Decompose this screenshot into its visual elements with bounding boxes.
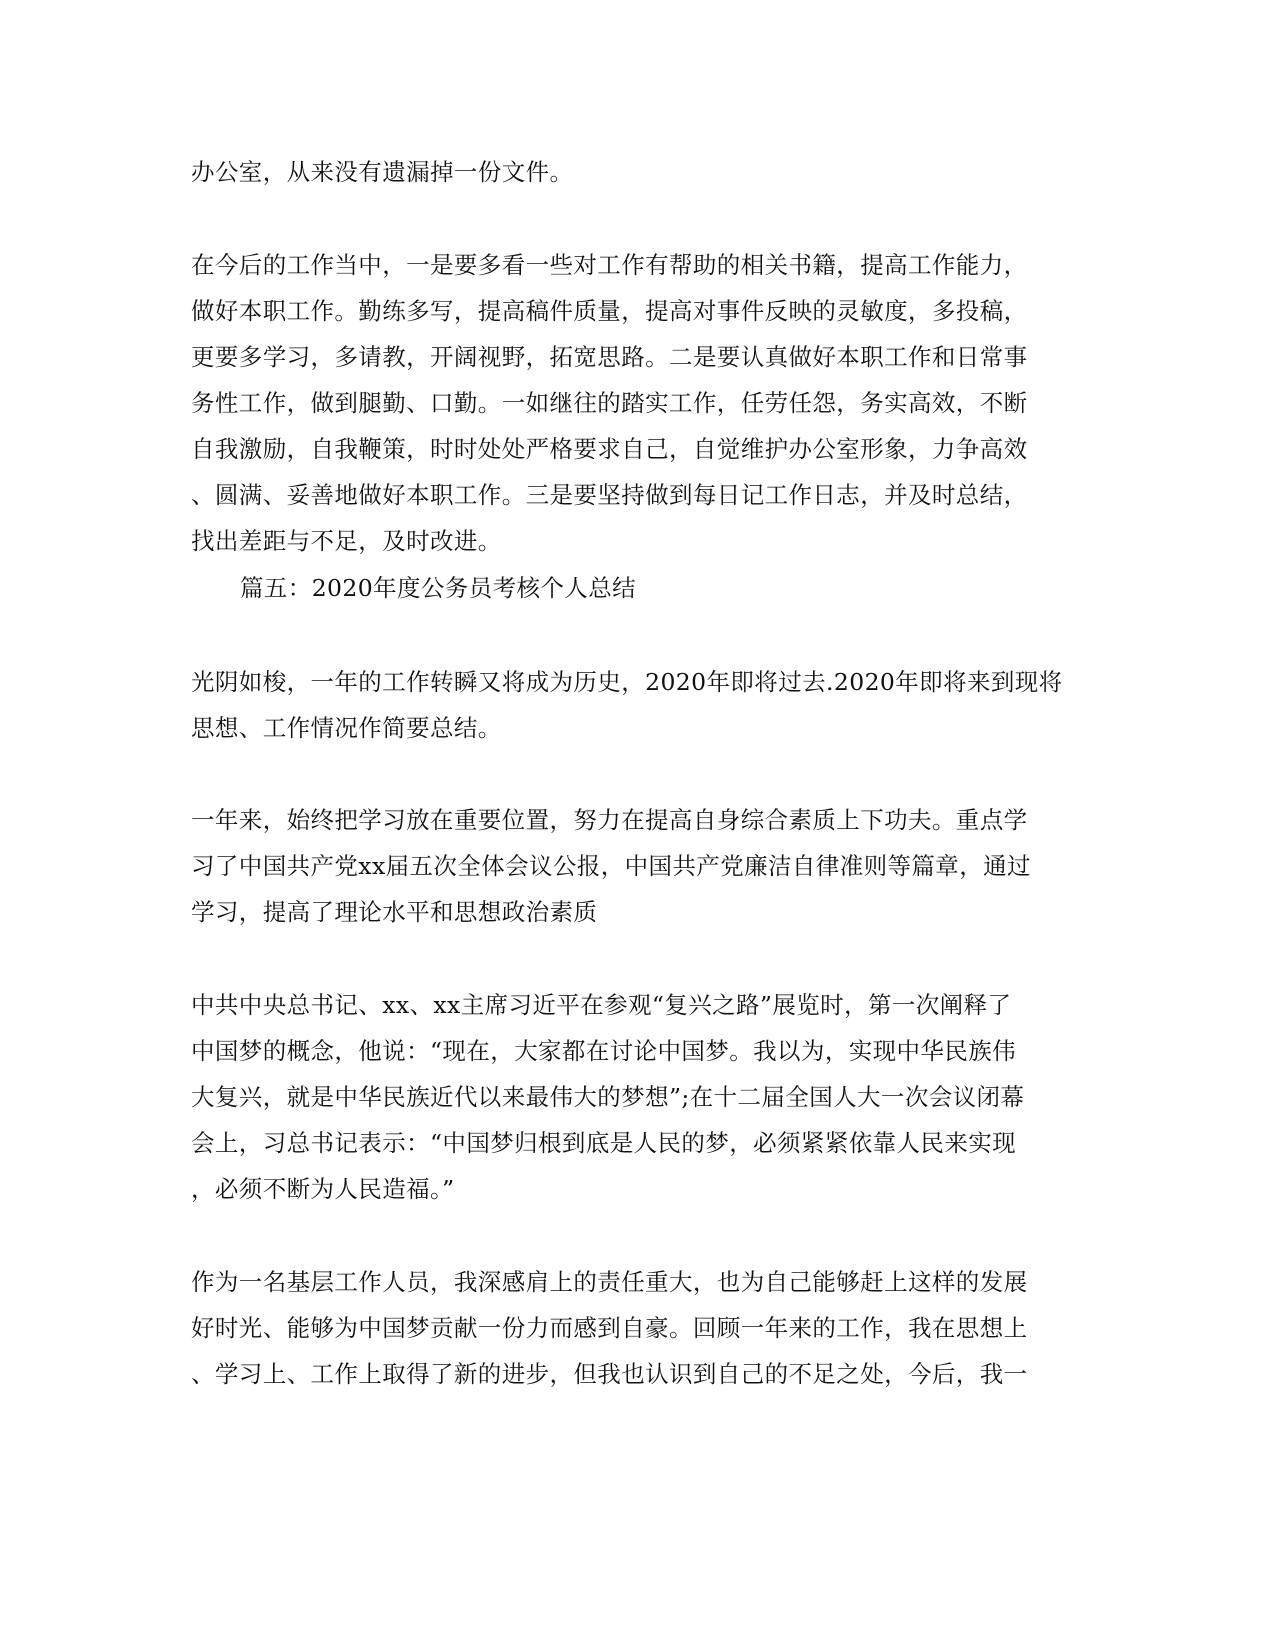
text-line: 更要多学习，多请教，开阔视野，拓宽思路。二是要认真做好本职工作和日常事 [191, 343, 1028, 371]
text-line: 在今后的工作当中，一是要多看一些对工作有帮助的相关书籍，提高工作能力， [191, 251, 1028, 279]
text-line: 一年来，始终把学习放在重要位置，努力在提高自身综合素质上下功夫。重点学 [191, 806, 1028, 834]
text-line: 办公室，从来没有遗漏掉一份文件。 [191, 158, 574, 186]
section-heading: 篇五：2020年度公务员考核个人总结 [240, 574, 637, 602]
text-line: 思想、工作情况作简要总结。 [191, 714, 502, 742]
text-line: 中国梦的概念，他说：“现在，大家都在讨论中国梦。我以为，实现中华民族伟 [191, 1037, 1017, 1065]
text-line: 光阴如梭，一年的工作转瞬又将成为历史，2020年即将过去.2020年即将来到现将 [191, 668, 1063, 696]
text-line: 大复兴，就是中华民族近代以来最伟大的梦想”;在十二届全国人大一次会议闭幕 [191, 1083, 1025, 1111]
text-line: 务性工作，做到腿勤、口勤。一如继往的踏实工作，任劳任怨，务实高效，不断 [191, 389, 1028, 417]
text-line: 、学习上、工作上取得了新的进步，但我也认识到自己的不足之处，今后，我一 [191, 1360, 1028, 1388]
text-line: 学习，提高了理论水平和思想政治素质 [191, 898, 598, 926]
text-line: 作为一名基层工作人员，我深感肩上的责任重大，也为自己能够赶上这样的发展 [191, 1268, 1028, 1296]
text-line: ，必须不断为人民造福。” [191, 1175, 455, 1203]
text-line: 找出差距与不足，及时改进。 [191, 527, 502, 555]
text-line: 中共中央总书记、xx、xx主席习近平在参观“复兴之路”展览时，第一次阐释了 [191, 991, 1012, 1019]
text-line: 会上，习总书记表示：“中国梦归根到底是人民的梦，必须紧紧依靠人民来实现 [191, 1129, 1017, 1157]
text-line: 做好本职工作。勤练多写，提高稿件质量，提高对事件反映的灵敏度，多投稿， [191, 297, 1028, 325]
text-line: 习了中国共产党xx届五次全体会议公报，中国共产党廉洁自律准则等篇章，通过 [191, 852, 1031, 880]
text-line: 自我激励，自我鞭策，时时处处严格要求自己，自觉维护办公室形象，力争高效 [191, 435, 1028, 463]
text-line: 好时光、能够为中国梦贡献一份力而感到自豪。回顾一年来的工作，我在思想上 [191, 1314, 1028, 1342]
text-line: 、圆满、妥善地做好本职工作。三是要坚持做到每日记工作日志，并及时总结， [191, 481, 1028, 509]
